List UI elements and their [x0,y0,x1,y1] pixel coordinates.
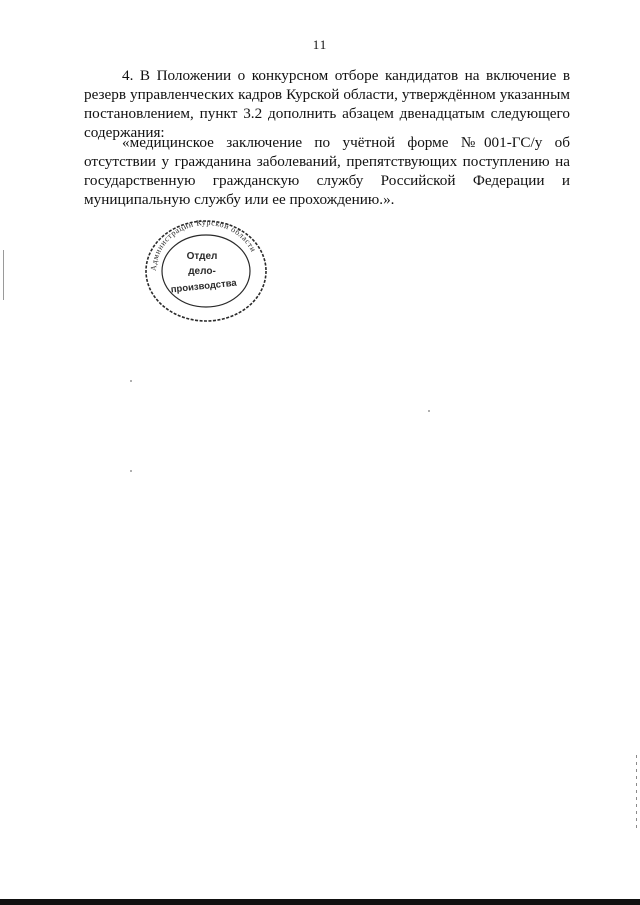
scan-speck [130,470,132,472]
seal-center-line: производства [170,277,238,296]
page-number: 11 [312,37,328,52]
paragraph-amendment [84,66,570,142]
seal-center-line: дело- [188,266,216,277]
scan-edge-mark [636,755,637,830]
scan-edge-mark [3,250,4,300]
scan-speck [130,380,132,382]
seal-center-line: Отдел [186,251,218,262]
seal-ring-text: Администрации Курской области [148,217,259,272]
paragraph-quote [84,133,570,209]
scan-speck [428,410,430,412]
office-seal-stamp [140,213,270,323]
paragraph-text: 4. В Положении о конкурсном отборе кандидатов на включение в резерв управленческих кадров Курской области, утверждённом указанным постановлением, пункт 3.2 дополнить абзацем двенадцатым следующего содержания: [84,67,570,141]
scan-bottom-edge [0,899,640,905]
paragraph-text: «медицинское заключение по учётной форме №001-ГС/у об отсутствии у гражданина заболеваний, препятствующих поступлению на государственную гражданскую службу Российской Федерации и муниципальную службу или ее прохождению.». [84,134,570,208]
seal-graphic [140,213,270,323]
